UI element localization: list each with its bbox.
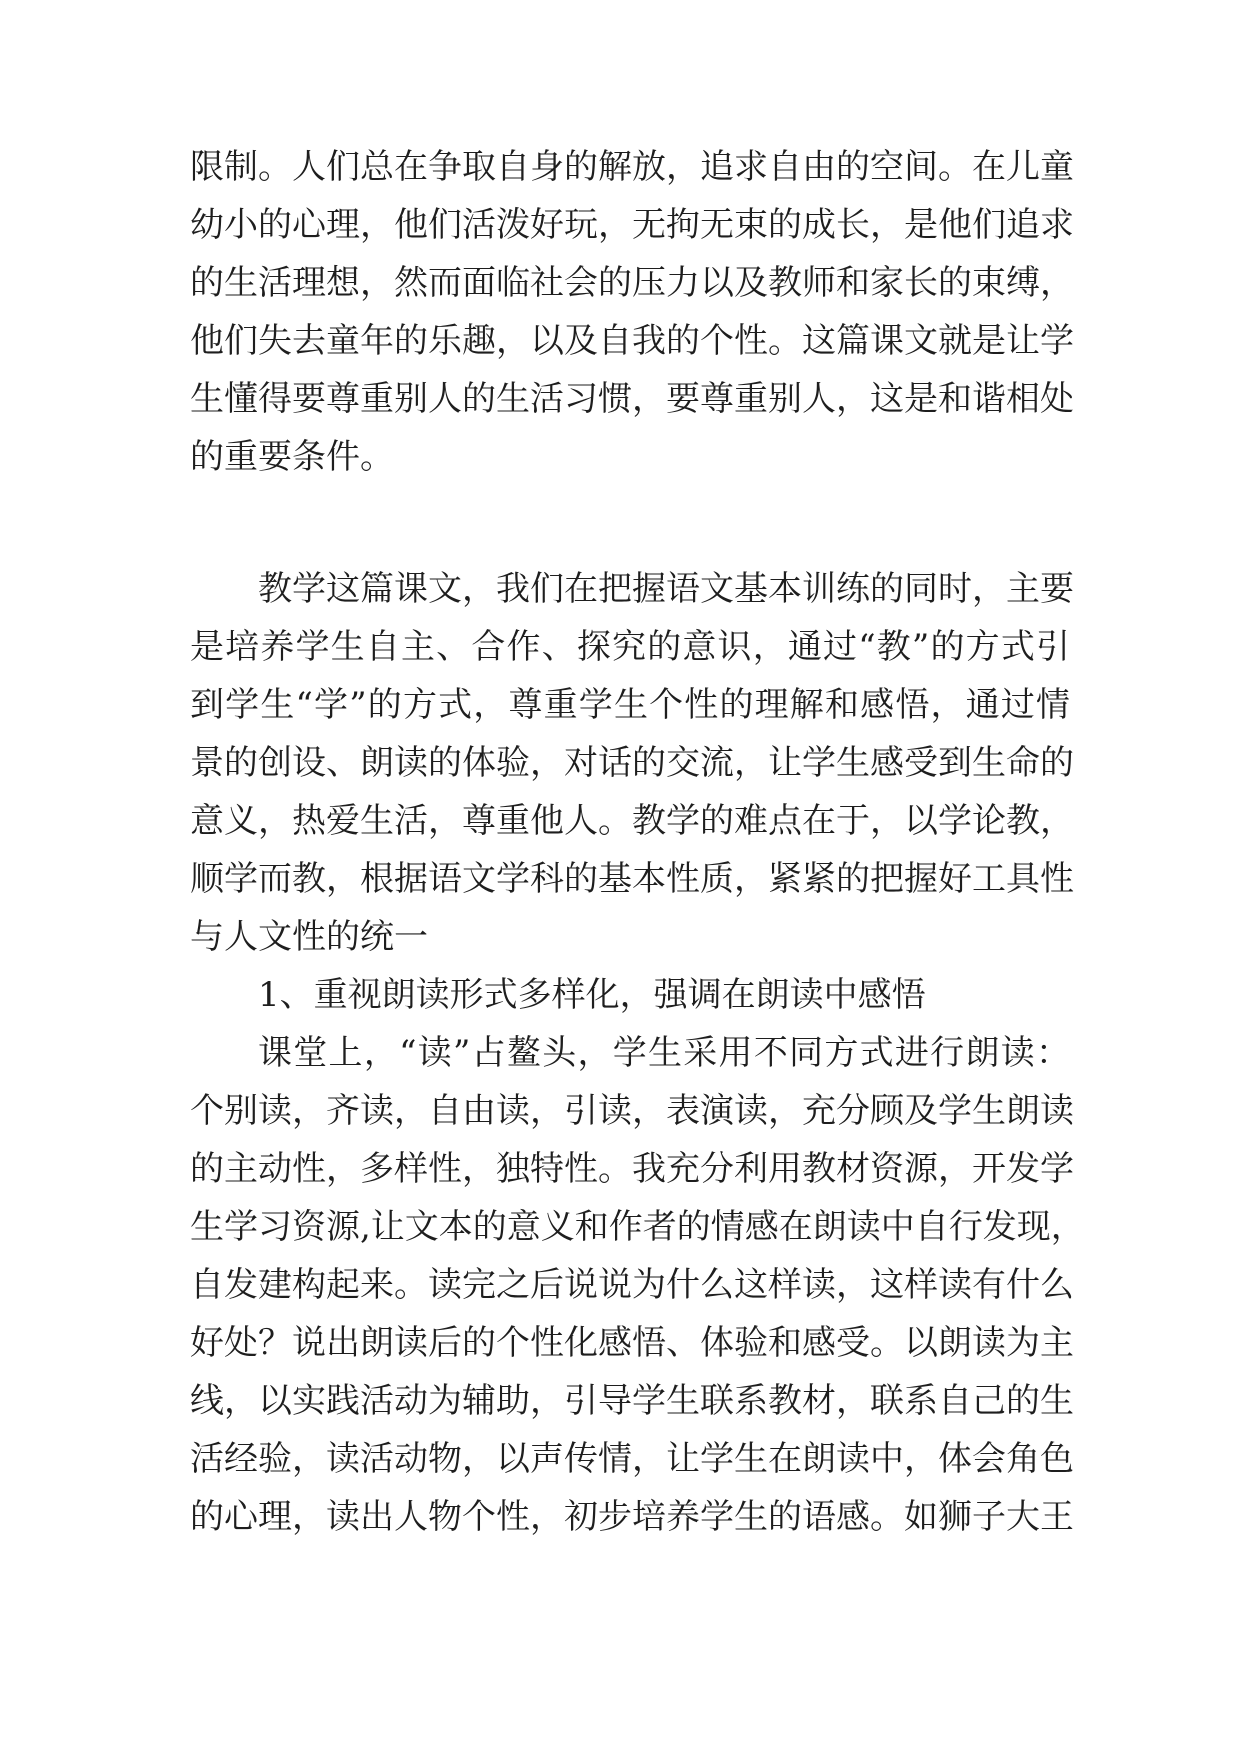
paragraph-line: 好处？说出朗读后的个性化感悟、体验和感受。以朗读为主 [190, 1323, 1074, 1363]
paragraph-line: 顺学而教，根据语文学科的基本性质，紧紧的把握好工具性 [190, 859, 1074, 899]
paragraph-line: 生学习资源,让文本的意义和作者的情感在朗读中自行发现， [190, 1207, 1085, 1247]
paragraph-line: 意义，热爱生活，尊重他人。教学的难点在于，以学论教， [190, 801, 1074, 841]
paragraph-line: 的主动性，多样性，独特性。我充分利用教材资源，开发学 [190, 1149, 1074, 1189]
paragraph-line: 自发建构起来。读完之后说说为什么这样读，这样读有什么 [190, 1265, 1074, 1305]
section-heading: 1、重视朗读形式多样化，强调在朗读中感悟 [258, 975, 926, 1015]
paragraph-line: 课堂上，“读”占鳌头，学生采用不同方式进行朗读： [258, 1033, 1070, 1073]
paragraph-line: 与人文性的统一 [190, 917, 428, 957]
paragraph-line: 活经验，读活动物，以声传情，让学生在朗读中，体会角色 [190, 1439, 1074, 1479]
paragraph-line: 教学这篇课文，我们在把握语文基本训练的同时，主要 [258, 569, 1074, 609]
paragraph-line: 个别读，齐读，自由读，引读，表演读，充分顾及学生朗读 [190, 1091, 1074, 1131]
paragraph-line: 他们失去童年的乐趣，以及自我的个性。这篇课文就是让学 [190, 321, 1074, 361]
paragraph-line: 是培养学生自主、合作、探究的意识，通过“教”的方式引 [190, 627, 1070, 667]
paragraph-line: 限制。人们总在争取自身的解放，追求自由的空间。在儿童 [190, 147, 1074, 187]
paragraph-line: 的重要条件。 [190, 437, 394, 477]
paragraph-line: 生懂得要尊重别人的生活习惯，要尊重别人，这是和谐相处 [190, 379, 1074, 419]
paragraph-line: 线，以实践活动为辅助，引导学生联系教材，联系自己的生 [190, 1381, 1074, 1421]
paragraph-line: 的心理，读出人物个性，初步培养学生的语感。如狮子大王 [190, 1497, 1074, 1537]
paragraph-line: 景的创设、朗读的体验，对话的交流，让学生感受到生命的 [190, 743, 1074, 783]
paragraph-line: 到学生“学”的方式，尊重学生个性的理解和感悟，通过情 [190, 685, 1070, 725]
paragraph-line: 的生活理想，然而面临社会的压力以及教师和家长的束缚， [190, 263, 1074, 303]
paragraph-line: 幼小的心理，他们活泼好玩，无拘无束的成长，是他们追求 [190, 205, 1074, 245]
